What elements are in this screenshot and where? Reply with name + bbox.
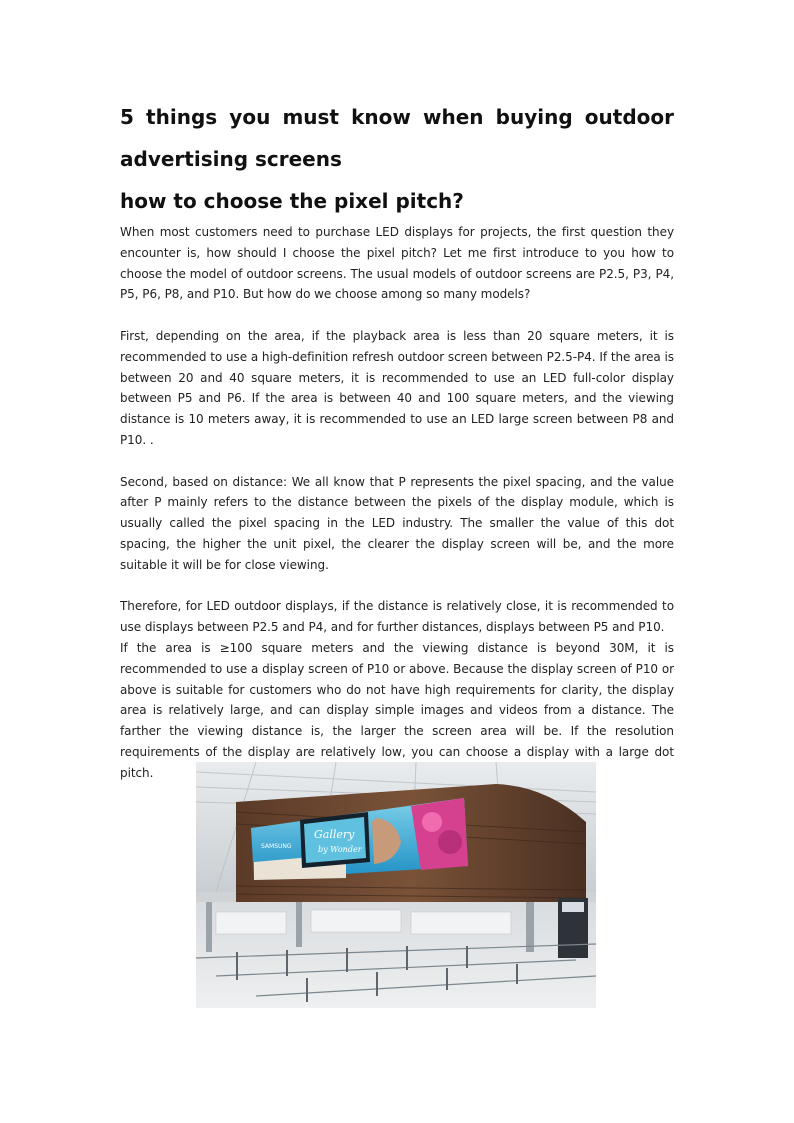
screen-script-text: by Wonder: [318, 845, 362, 854]
paragraph-area: First, depending on the area, if the playback area is less than 20 square meters, it is recommended to use a high-definition refresh outdoor screen between P2.5-P4. If the area is between 20 and 40 square meters, it is recommended to use an LED full-color display between P5 and P6. If the area is between 40 and 100 square meters, and the viewing distance is 10 meters away, it is recommended to use an LED large screen between P8 and P10. .: [120, 328, 674, 447]
screen-brand-text: SAMSUNG: [261, 843, 292, 850]
paragraph-large-area: If the area is ≥100 square meters and the viewing distance is beyond 30M, it is recommended to use a display screen of P10 or above. Because the display screen of P10 or above is suitable for customers who do not have high requirements for clarity, the display area is relatively large, and can display simple images and videos from a distance. The farther the viewing distance is, the larger the screen area will be. If the resolution requirements of the display are relatively low, you can choose a display with a large dot pitch.: [120, 640, 674, 780]
screen-headline-text: Gallery: [314, 828, 355, 841]
led-screen-photo: [196, 762, 596, 1008]
article-title: 5 things you must know when buying outdoor advertising screens: [120, 105, 674, 171]
paragraph-intro: When most customers need to purchase LED displays for projects, the first question they encounter is, how should I choose the pixel pitch? Let me first introduce to you how to choose the model of outdoor screens. The usual models of outdoor screens are P2.5, P3, P4, P5, P6, P8, and P10. But how do we choose among so many models?: [120, 225, 674, 302]
paragraph-distance: Second, based on distance: We all know that P represents the pixel spacing, and the value after P mainly refers to the distance between the pixels of the display module, which is usually called the pixel spacing in the LED industry. The smaller the value of this dot spacing, the higher the unit pixel, the clearer the display screen will be, and the more suitable it will be for close viewing.: [120, 474, 674, 572]
article: [120, 96, 674, 784]
article-subtitle: how to choose the pixel pitch?: [120, 189, 464, 213]
paragraph-therefore: Therefore, for LED outdoor displays, if the distance is relatively close, it is recommended to use displays between P2.5 and P4, and for further distances, displays between P5 and P10.: [120, 599, 674, 635]
